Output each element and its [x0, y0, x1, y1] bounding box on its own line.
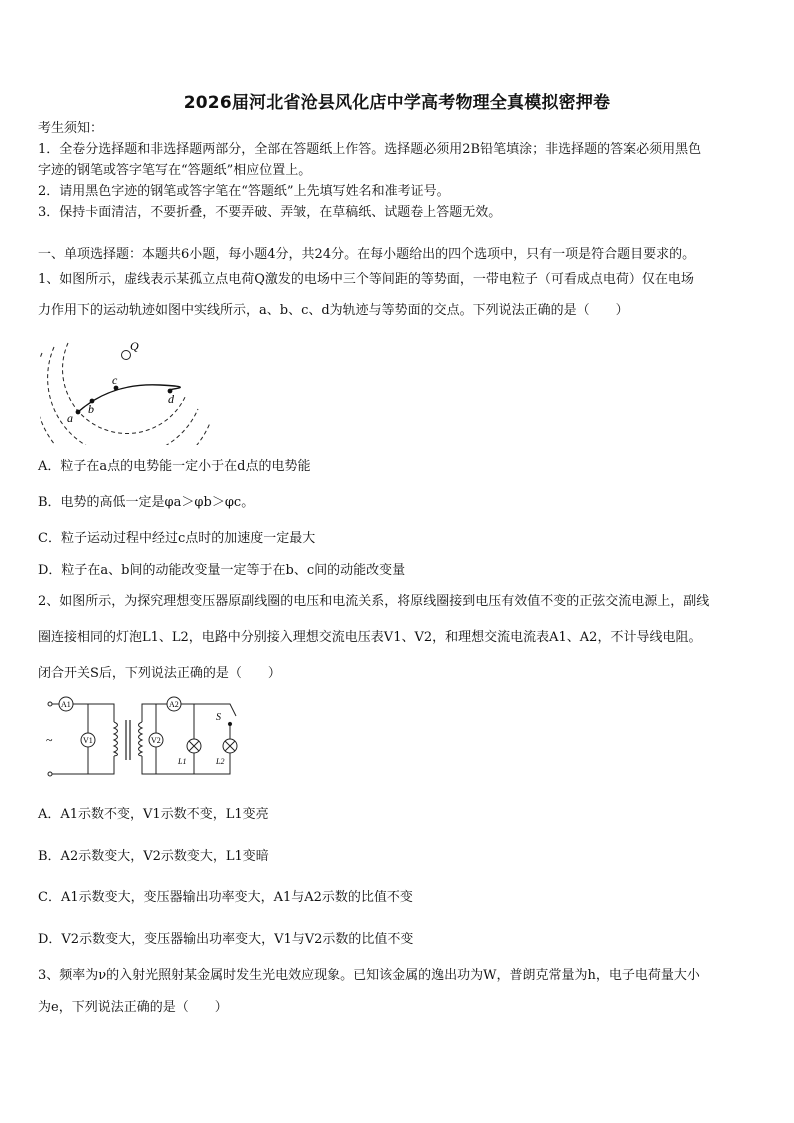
notice-heading: 考生须知：: [38, 121, 104, 136]
equipotential-middle: [48, 347, 198, 445]
q1-stem-line1: 1、如图所示，虚线表示某孤立点电荷Q激发的电场中三个等间距的等势面，一带电粒子（可看成点电荷）仅在电场: [38, 272, 694, 287]
q1-option-d: D．粒子在a、b间的动能改变量一定等于在b、c间的动能改变量: [38, 563, 406, 578]
notice-item-1-cont: 字迹的钢笔或答字笔写在“答题纸”相应位置上。: [38, 163, 312, 178]
point-a: [76, 410, 81, 415]
ammeter-A1-label: A1: [61, 700, 71, 709]
ac-source-symbol: ~: [46, 733, 53, 747]
ammeter-A2-label: A2: [169, 700, 179, 709]
switch-S-label: S: [216, 712, 221, 723]
q2-stem-line2: 圈连接相同的灯泡L1、L2，电路中分别接入理想交流电压表V1、V2，和理想交流电流表A1、A2，不计导线电阻。: [38, 630, 702, 645]
q2-option-d: D．V2示数变大，变压器输出功率变大，V1与V2示数的比值不变: [38, 932, 414, 947]
lamp-L2-label: L2: [216, 757, 225, 766]
q2-option-c: C．A1示数变大，变压器输出功率变大，A1与A2示数的比值不变: [38, 890, 413, 905]
q1-option-b: B．电势的高低一定是φa＞φb＞φc。: [38, 495, 255, 510]
q3-stem-line2: 为e，下列说法正确的是（ ）: [38, 1000, 228, 1015]
q1-stem-line2: 力作用下的运动轨迹如图中实线所示，a、b、c、d为轨迹与等势面的交点。下列说法正确的是（ ）: [38, 303, 629, 318]
q2-option-a: A．A1示数不变，V1示数不变，L1变亮: [38, 807, 269, 822]
label-d: d: [168, 392, 174, 406]
voltmeter-V2-label: V2: [151, 736, 161, 745]
label-Q: Q: [130, 339, 139, 353]
q3-stem-line1: 3、频率为ν的入射光照射某金属时发生光电效应现象。已知该金属的逸出功为W，普朗克常量为h，电子电荷量大小: [38, 968, 700, 983]
q2-transformer-circuit: [40, 690, 250, 786]
section-heading: 一、单项选择题：本题共6小题，每小题4分，共24分。在每小题给出的四个选项中，只有一项是符合题目要求的。: [38, 247, 696, 262]
q2-stem-line1: 2、如图所示，为探究理想变压器原副线圈的电压和电流关系，将原线圈接到电压有效值不变的正弦交流电源上，副线: [38, 594, 710, 609]
label-a: a: [67, 411, 73, 425]
q2-stem-line3: 闭合开关S后，下列说法正确的是（ ）: [38, 666, 281, 681]
notice-item-2: 2．请用黑色字迹的钢笔或答字笔在“答题纸”上先填写姓名和准考证号。: [38, 184, 450, 199]
lamp-L1-label: L1: [178, 757, 187, 766]
q1-option-a: A．粒子在a点的电势能一定小于在d点的电势能: [38, 459, 311, 474]
label-c: c: [112, 373, 118, 387]
q1-equipotential-figure: [40, 335, 220, 445]
notice-item-3: 3．保持卡面清洁，不要折叠，不要弄破、弄皱，在草稿纸、试题卷上答题无效。: [38, 205, 502, 220]
voltmeter-V1-label: V1: [83, 736, 93, 745]
label-b: b: [88, 402, 94, 416]
page-title: 2026届河北省沧县风化店中学高考物理全真模拟密押卷: [183, 93, 611, 113]
q2-option-b: B．A2示数变大，V2示数变大，L1变暗: [38, 849, 269, 864]
q1-option-c: C．粒子运动过程中经过c点时的加速度一定最大: [38, 531, 316, 546]
notice-item-1: 1．全卷分选择题和非选择题两部分，全部在答题纸上作答。选择题必须用2B铅笔填涂；非选择题的答案必须用黑色: [38, 142, 702, 157]
